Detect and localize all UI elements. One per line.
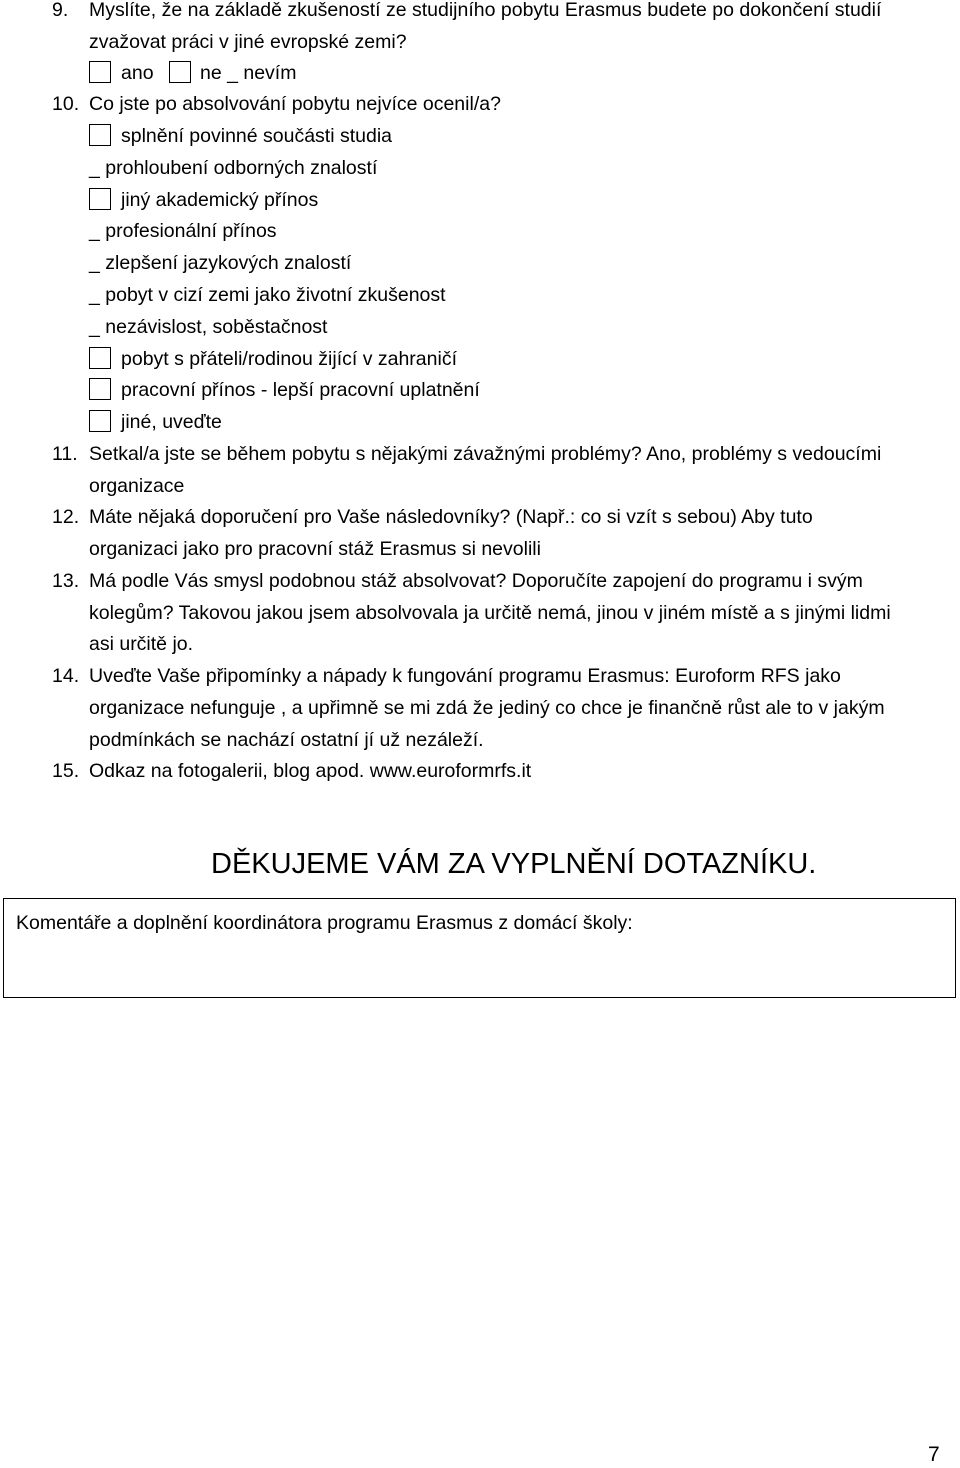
q9-text-line1: Myslíte, že na základě zkušeností ze studijního pobytu Erasmus budete po dokončení studií <box>89 0 882 21</box>
checkbox-ne[interactable] <box>169 61 191 83</box>
coordinator-comment-label: Komentáře a doplnění koordinátora programu Erasmus z domácí školy: <box>16 912 633 934</box>
thanks-heading: DĚKUJEME VÁM ZA VYPLNĚNÍ DOTAZNÍKU. <box>211 848 817 880</box>
q15-text: Odkaz na fotogalerii, blog apod. www.euroformrfs.it <box>89 760 532 782</box>
q10-text: Co jste po absolvování pobytu nejvíce ocenil/a? <box>89 93 501 115</box>
q10-number: 10. <box>52 93 80 115</box>
option-label-6: _ nezávislost, soběstačnost <box>89 316 328 338</box>
checkbox-option-7[interactable] <box>89 347 111 369</box>
option-label-1: _ prohloubení odborných znalostí <box>89 157 378 179</box>
option-ne-label: ne _ nevím <box>200 62 297 84</box>
checkbox-ano[interactable] <box>89 61 111 83</box>
option-label-0: splnění povinné součásti studia <box>121 125 393 147</box>
option-label-8: pracovní přínos - lepší pracovní uplatnění <box>121 379 480 401</box>
q11-text-line2: organizace <box>89 475 185 497</box>
q14-text-line3: podmínkách se nachází ostatní jí už nezáleží. <box>89 729 484 751</box>
q12-number: 12. <box>52 506 80 528</box>
q13-text-line1: Má podle Vás smysl podobnou stáž absolvovat? Doporučíte zapojení do programu i svým <box>89 570 863 592</box>
option-ano-label: ano <box>121 62 154 84</box>
option-label-5: _ pobyt v cizí zemi jako životní zkušenost <box>89 284 446 306</box>
option-label-4: _ zlepšení jazykových znalostí <box>89 252 352 274</box>
q14-text-line1: Uveďte Vaše připomínky a nápady k fungování programu Erasmus: Euroform RFS jako <box>89 665 841 687</box>
checkbox-option-9[interactable] <box>89 410 111 432</box>
checkbox-option-8[interactable] <box>89 378 111 400</box>
page-number: 7 <box>928 1443 940 1466</box>
q9-text-line2: zvažovat práci v jiné evropské zemi? <box>89 31 407 53</box>
q11-number: 11. <box>52 443 78 465</box>
q13-text-line3: asi určitě jo. <box>89 633 194 655</box>
checkbox-option-0[interactable] <box>89 124 111 146</box>
option-label-7: pobyt s přáteli/rodinou žijící v zahraničí <box>121 348 457 370</box>
q9-number: 9. <box>52 0 69 21</box>
q14-number: 14. <box>52 665 80 687</box>
option-label-9: jiné, uveďte <box>121 411 222 433</box>
q11-text-line1: Setkal/a jste se během pobytu s nějakými závažnými problémy? Ano, problémy s vedoucími <box>89 443 882 465</box>
checkbox-option-2[interactable] <box>89 188 111 210</box>
q14-text-line2: organizace nefunguje , a upřimně se mi zdá že jediný co chce je finančně růst ale to v jakým <box>89 697 885 719</box>
coordinator-comment-box[interactable] <box>3 898 956 998</box>
q15-number: 15. <box>52 760 80 782</box>
option-label-3: _ profesionální přínos <box>89 220 277 242</box>
q13-text-line2: kolegům? Takovou jakou jsem absolvovala ja určitě nemá, jinou v jiném místě a s jinými lidmi <box>89 602 891 624</box>
q13-number: 13. <box>52 570 80 592</box>
q12-text-line2: organizaci jako pro pracovní stáž Erasmus si nevolili <box>89 538 541 560</box>
q12-text-line1: Máte nějaká doporučení pro Vaše následovníky? (Např.: co si vzít s sebou) Aby tuto <box>89 506 813 528</box>
option-label-2: jiný akademický přínos <box>121 189 319 211</box>
